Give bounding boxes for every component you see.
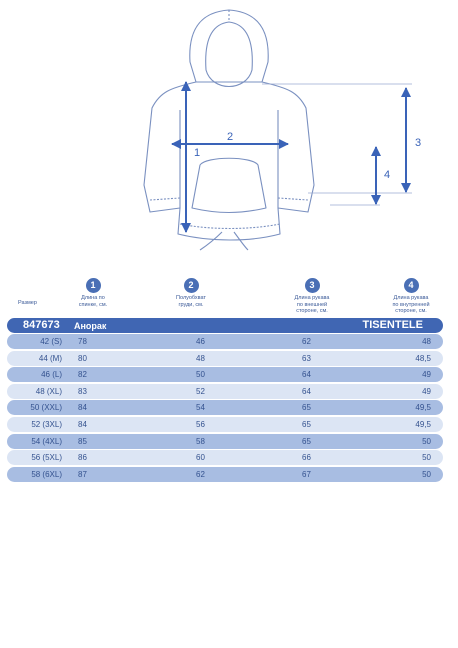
table-row	[7, 450, 443, 465]
chest-cell: 48	[196, 353, 205, 363]
inner-sleeve-cell: 49	[422, 386, 431, 396]
size-cell: 46 (L)	[41, 370, 62, 380]
table-row	[7, 417, 443, 432]
size-cell: 58 (6XL)	[31, 469, 62, 479]
inner-sleeve-cell: 50	[422, 469, 431, 479]
table-row	[7, 351, 443, 366]
outer-sleeve-cell: 67	[302, 469, 311, 479]
inner-sleeve-cell: 48,5	[415, 353, 431, 363]
column-label: Длина по спинке, см.	[78, 295, 108, 308]
header-col-chest	[156, 278, 226, 308]
chest-cell: 60	[196, 453, 205, 463]
header-col-inner-sleeve	[376, 278, 446, 315]
back-length-cell: 87	[78, 469, 87, 479]
inner-sleeve-cell: 49,5	[415, 419, 431, 429]
outer-sleeve-cell: 65	[302, 419, 311, 429]
size-cell: 50 (XXL)	[30, 403, 62, 413]
dim-label-1: 1	[194, 147, 201, 159]
product-title-bar	[7, 318, 443, 333]
inner-sleeve-cell: 50	[422, 453, 431, 463]
back-length-cell: 85	[78, 436, 87, 446]
table-row	[7, 367, 443, 382]
outer-sleeve-cell: 63	[302, 353, 311, 363]
outer-sleeve-cell: 66	[302, 453, 311, 463]
table-row	[7, 400, 443, 415]
product-name: Анорак	[74, 321, 107, 331]
back-length-cell: 78	[78, 337, 87, 346]
dim-label-3: 3	[415, 137, 422, 149]
chest-cell: 62	[196, 469, 205, 479]
size-cell: 42 (S)	[40, 337, 62, 346]
table-row	[7, 384, 443, 399]
table-row	[7, 334, 443, 349]
size-table-body	[7, 334, 443, 483]
outer-sleeve-cell: 62	[302, 337, 311, 346]
size-cell: 48 (XL)	[35, 386, 62, 396]
outer-sleeve-cell: 65	[302, 436, 311, 446]
inner-sleeve-cell: 49	[422, 370, 431, 380]
chest-cell: 50	[196, 370, 205, 380]
chest-cell: 46	[196, 337, 205, 346]
column-number-badge: 3	[305, 278, 320, 293]
outer-sleeve-cell: 65	[302, 403, 311, 413]
chest-cell: 54	[196, 403, 205, 413]
back-length-cell: 84	[78, 403, 87, 413]
chest-cell: 52	[196, 386, 205, 396]
size-column-label: Размер	[18, 300, 37, 306]
column-label: Длина рукава по внутренней стороне, см.	[392, 295, 430, 314]
size-cell: 52 (3XL)	[31, 419, 62, 429]
size-table-header	[0, 278, 458, 318]
chest-cell: 56	[196, 419, 205, 429]
size-cell: 44 (M)	[38, 353, 62, 363]
column-label: Длина рукава по внешней стороне, см.	[294, 295, 330, 314]
body-outline	[144, 82, 314, 240]
hood-outline	[190, 10, 268, 82]
table-row	[7, 434, 443, 449]
column-number-badge: 4	[404, 278, 419, 293]
column-number-badge: 1	[86, 278, 101, 293]
back-length-cell: 84	[78, 419, 87, 429]
back-length-cell: 80	[78, 353, 87, 363]
back-length-cell: 82	[78, 370, 87, 380]
inner-sleeve-cell: 49,5	[415, 403, 431, 413]
pocket-outline	[192, 158, 266, 212]
header-col-outer-sleeve	[277, 278, 347, 315]
back-length-cell: 83	[78, 386, 87, 396]
chest-cell: 58	[196, 436, 205, 446]
outer-sleeve-cell: 64	[302, 386, 311, 396]
product-code: 847673	[23, 319, 60, 331]
table-row	[7, 467, 443, 482]
size-cell: 54 (4XL)	[31, 436, 62, 446]
anorak-measurement-diagram	[0, 0, 458, 265]
inner-sleeve-cell: 48	[422, 337, 431, 346]
column-number-badge: 2	[184, 278, 199, 293]
column-label: Полуобхват груди, см.	[176, 295, 206, 308]
dim-label-2: 2	[227, 131, 234, 143]
inner-sleeve-cell: 50	[422, 436, 431, 446]
dim-label-4: 4	[384, 169, 391, 181]
back-length-cell: 86	[78, 453, 87, 463]
brand-name: TISENTELE	[362, 319, 423, 331]
size-cell: 56 (5XL)	[31, 453, 62, 463]
outer-sleeve-cell: 64	[302, 370, 311, 380]
header-col-back-length	[58, 278, 128, 308]
